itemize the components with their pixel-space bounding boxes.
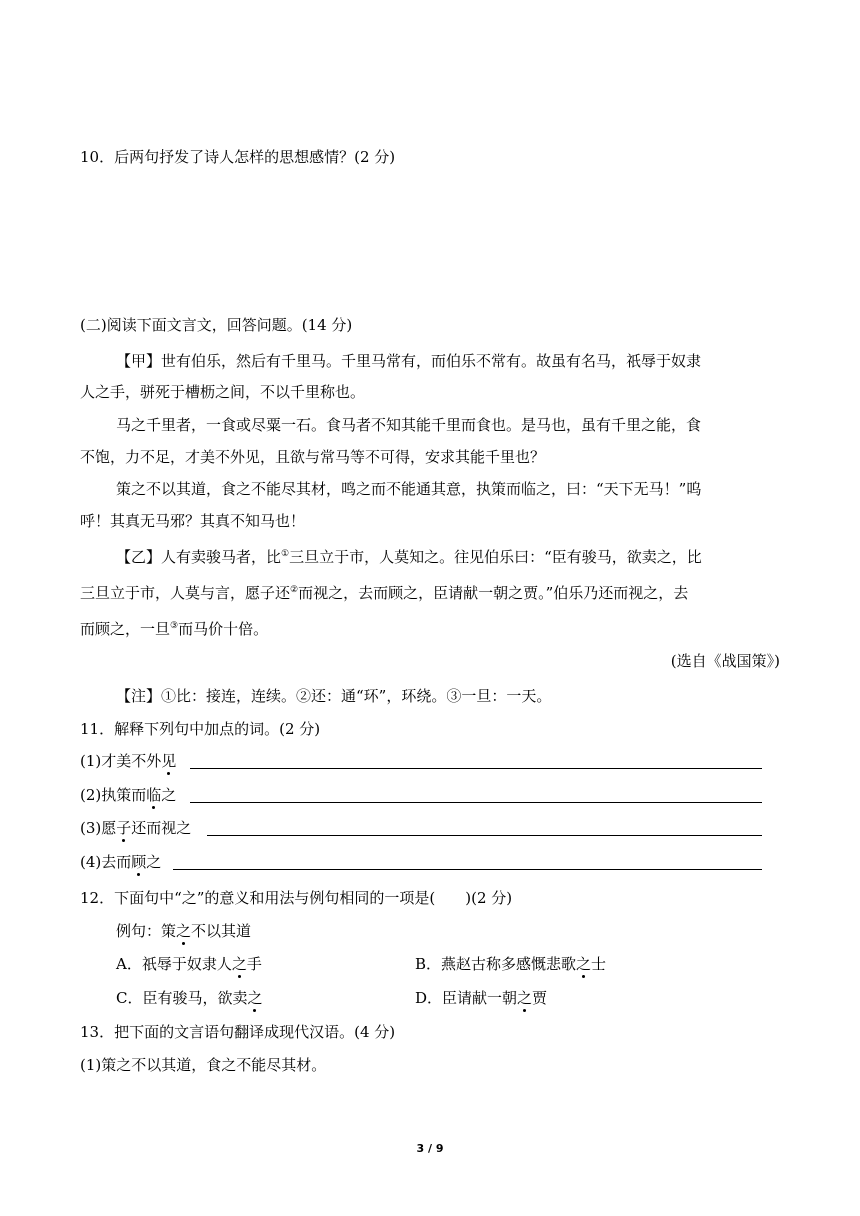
answer-blank[interactable] [190,768,762,769]
dotted-char: 之 [517,989,533,1007]
source-citation: (选自《战国策》) [670,652,780,670]
passage-jia-line: 呼！其真无马邪？其真不知马也！ [80,512,306,530]
q12-option-b[interactable]: B．燕赵古称多感慨悲歌之士 [415,955,607,973]
dotted-char: 之 [247,989,263,1007]
passage-jia-line: 【甲】世有伯乐，然后有千里马。千里马常有，而伯乐不常有。故虽有名马，祇辱于奴隶 [116,352,702,370]
passage-jia-line: 不饱，力不足，才美不外见，且欲与常马等不可得，安求其能千里也？ [80,448,546,466]
page-number: 3 / 9 [416,1142,444,1155]
footnote-mark: ② [290,585,299,595]
footnote-mark: ① [281,549,290,559]
q12-option-a[interactable]: A．祇辱于奴隶人之手 [116,955,262,973]
answer-blank[interactable] [173,869,762,870]
answer-blank[interactable] [190,802,762,803]
passage-yi-line: 三旦立于市，人莫与言，愿子还②而视之，去而顾之，臣请献一朝之贾。”伯乐乃还而视之，去 [80,584,689,602]
q11-item: (3)愿子还而视之 [80,819,192,837]
q11-item: (2)执策而临之 [80,786,177,804]
dotted-char: 子 [116,819,132,837]
answer-blank[interactable] [207,835,762,836]
dotted-char: 之 [231,955,247,973]
dotted-char: 之 [576,955,592,973]
annotation-note: 【注】①比：接连，连续。②还：通“环”，环绕。③一旦：一天。 [116,687,552,705]
q12-example: 例句：策之不以其道 [116,922,252,940]
q13-item: (1)策之不以其道，食之不能尽其材。 [80,1056,327,1074]
passage-jia-line: 马之千里者，一食或尽粟一石。食马者不知其能千里而食也。是马也，虽有千里之能，食 [116,416,702,434]
dotted-char: 见 [161,752,177,770]
question-11: 11．解释下列句中加点的词。(2 分) [80,720,321,738]
q11-item: (1)才美不外见 [80,752,177,770]
q12-option-c[interactable]: C．臣有骏马，欲卖之 [116,989,263,1007]
dotted-char: 之 [176,922,192,940]
dotted-char: 顾 [131,853,147,871]
passage-jia-line: 策之不以其道，食之不能尽其材，鸣之而不能通其意，执策而临之，曰：“天下无马！”呜 [116,480,702,498]
q11-item: (4)去而顾之 [80,853,162,871]
question-10: 10．后两句抒发了诗人怎样的思想感情？(2 分) [80,148,396,166]
footnote-mark: ③ [170,621,179,631]
dotted-char: 临 [146,786,162,804]
question-13: 13．把下面的文言语句翻译成现代汉语。(4 分) [80,1023,396,1041]
passage-yi-line: 【乙】人有卖骏马者，比①三旦立于市，人莫知之。往见伯乐曰：“臣有骏马，欲卖之，比 [116,548,702,566]
section-2-title: (二)阅读下面文言文，回答问题。(14 分) [80,316,353,334]
passage-jia-line: 人之手，骈死于槽枥之间，不以千里称也。 [80,383,366,401]
q12-option-d[interactable]: D．臣请献一朝之贾 [415,989,548,1007]
question-12: 12．下面句中“之”的意义和用法与例句相同的一项是( )(2 分) [80,889,513,907]
passage-yi-line: 而顾之，一旦③而马价十倍。 [80,620,269,638]
